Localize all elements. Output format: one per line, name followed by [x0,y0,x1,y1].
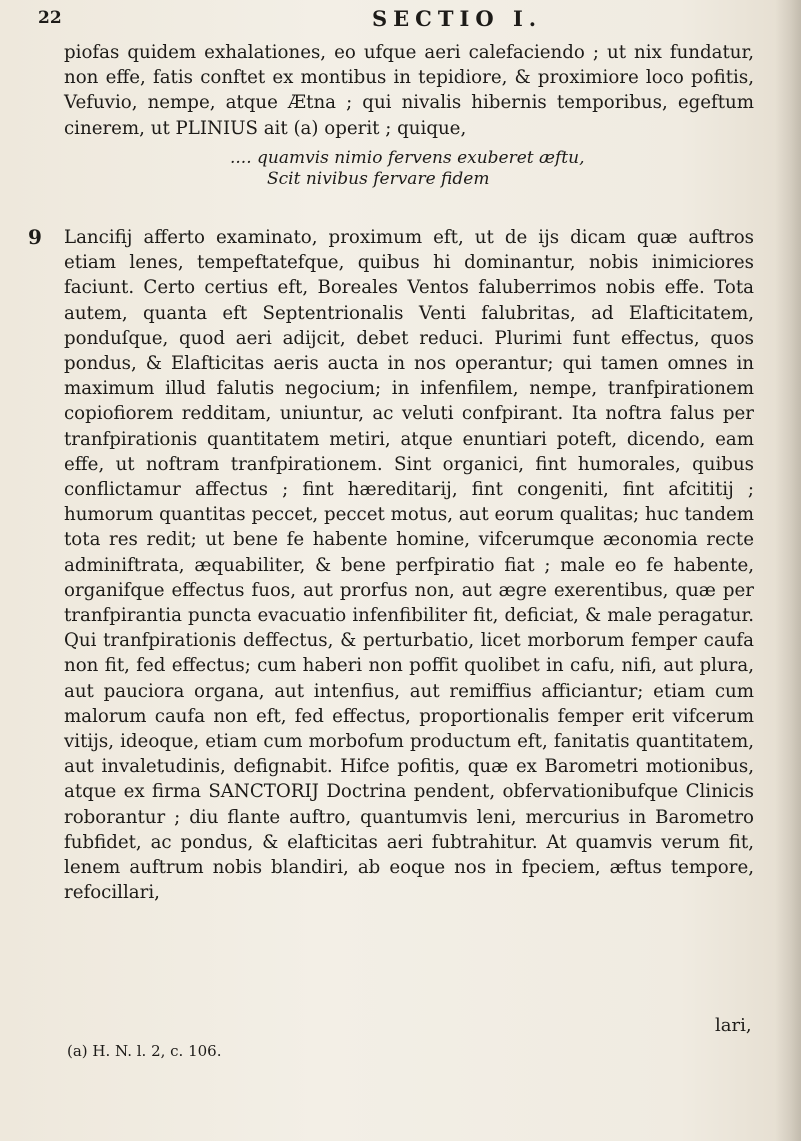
verse-line-2: Scit nivibus fervare fidem [267,169,490,189]
verse-line-1: .... quamvis nimio fervens exuberet æftu, [230,148,585,168]
footnote: (a) H. N. l. 2, c. 106. [67,1042,222,1060]
verse-quotation [230,148,650,190]
paragraph-number: 9 [28,225,42,249]
running-head: SECTIO I. [372,6,543,31]
page-header [0,8,801,38]
paragraph-9: Lancifij afferto examinato, proximum eft, ut de ijs dicam quæ auftros etiam lenes, tempeftatefque, quibus hi dominantur, nobis inimiciores faciunt. Certo certius eft, Boreales Ventos faluberrimos nobis effe. Tota autem, quanta eft Septentrionalis Venti falubritas, ad Elafticitatem, ponduſque, quod aeri adijcit, debet reduci. Plurimi funt effectus, quos pondus, & Elafticitas aeris aucta in nos operantur; qui tamen omnes in maximum illud falutis negocium; in infenfilem, nempe, tranfpirationem copiofiorem redditam, uniuntur, ac veluti confpirant. Ita noftra falus per tranfpirationis quantitatem metiri, atque enuntiari poteft, dicendo, eam effe, ut noftram tranfpirationem. Sint organici, fint humorales, quibus conflictamur affectus ; fint hæreditarij, fint congeniti, fint afcititij ; humorum quantitas peccet, peccet motus, aut eorum qualitas; huc tandem tota res redit; ut bene fe habente homine, vifcerumque æconomia recte adminiftrata, æquabiliter, & bene perfpiratio fiat ; male eo fe habente, organifque effectus fuos, aut prorfus non, aut ægre exerentibus, quæ per tranfpirantia puncta evacuatio infenfibiliter fit, deficiat, & male peragatur. Qui tranfpirationis deffectus, & perturbatio, licet morborum femper caufa non fit, fed effectus; cum haberi non poffit quolibet in cafu, nifi, aut plura, aut pauciora organa, aut intenfius, aut remiffius afficiantur; etiam cum malorum caufa non eft, fed effectus, proportionalis femper erit vifcerum vitijs, ideoque, etiam cum morbofum productum eft, fanitatis quantitatem, aut invaletudinis, defignabit. Hifce pofitis, quæ ex Barometri motionibus, atque ex firma SANCTORIJ Doctrina pendent, obfervationibufque Clinicis roborantur ; diu flante auftro, quantumvis leni, mercurius in Barometro fubfidet, ac pondus, & elafticitas aeri fubtrahitur. At quamvis verum fit, lenem auftrum nobis blandiri, ab eoque nos in fpeciem, æftus tempore, refocillari, [64,227,754,904]
page-number: 22 [38,8,62,28]
catchword: lari, [715,1015,752,1036]
page-edge-shadow [775,0,801,1141]
paragraph-continued: piofas quidem exhalationes, eo ufque aeri calefaciendo ; ut nix fundatur, non effe, fatis conftet ex montibus in tepidiore, & proximiore loco pofitis, Vefuvio, nempe, atque Ætna ; qui nivalis hibernis temporibus, egeftum cinerem, ut PLINIUS ait (a) operit ; quique, [64,42,754,139]
